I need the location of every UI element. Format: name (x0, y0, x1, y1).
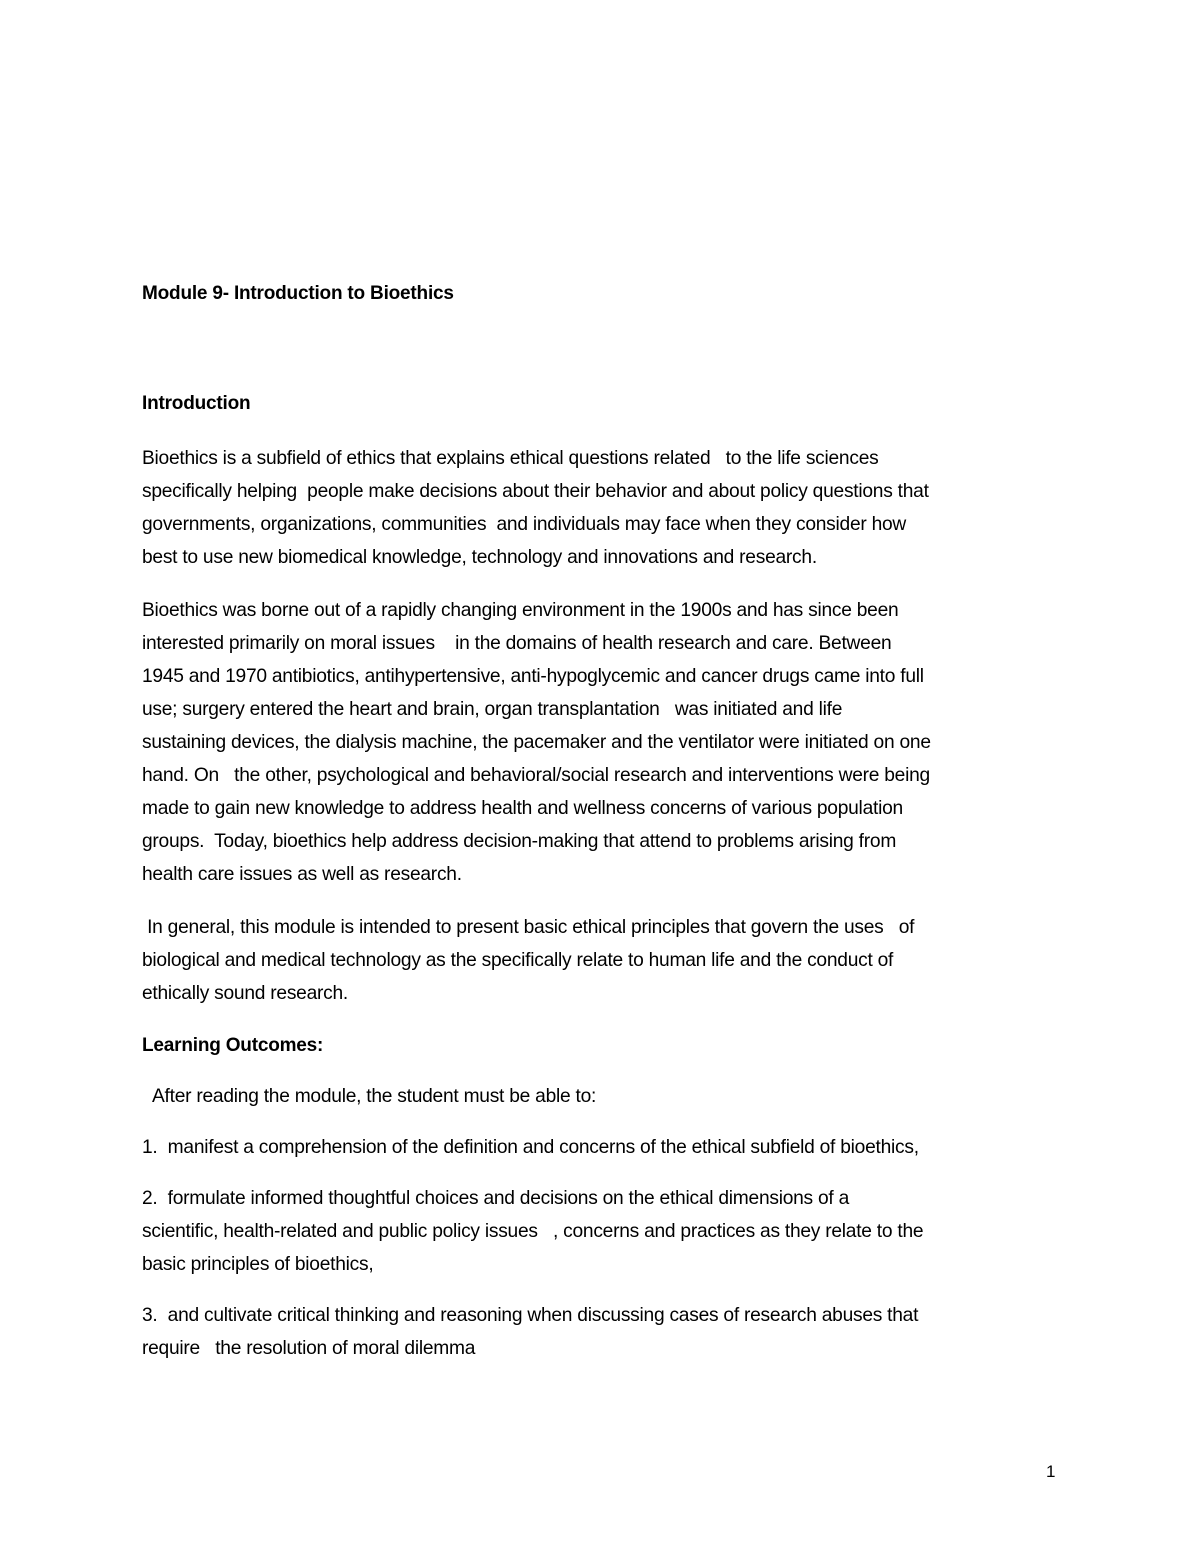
intro-paragraph-1: Bioethics is a subfield of ethics that explains ethical questions related to the life sciences specifically helping people make decisions about their behavior and about policy questions that governments, organizations, communities and individuals may face when they consider how best to use new biomedical knowledge, technology and innovations and research. (142, 448, 929, 568)
outcome-item-1: 1. manifest a comprehension of the definition and concerns of the ethical subfield of bioethics, (142, 1137, 919, 1158)
document-body (142, 280, 1062, 1365)
intro-paragraph-3: In general, this module is intended to present basic ethical principles that govern the uses of biological and medical technology as the specifically relate to human life and the conduct of ethically sound research. (142, 917, 915, 1004)
page-number: 1 (1046, 1462, 1056, 1481)
introduction-heading: Introduction (142, 393, 251, 414)
outcome-item-3: 3. and cultivate critical thinking and reasoning when discussing cases of research abuses that require the resolution of moral dilemma (142, 1305, 919, 1359)
learning-outcomes-lead: After reading the module, the student must be able to: (152, 1086, 597, 1107)
intro-paragraph-2: Bioethics was borne out of a rapidly changing environment in the 1900s and has since been interested primarily on moral issues in the domains of health research and care. Between 1945 and 1970 antibiotics, antihypertensive, anti-hypoglycemic and cancer drugs came into full use; surgery entered the heart and brain, organ transplantation was initiated and life sustaining devices, the dialysis machine, the pacemaker and the ventilator were initiated on one hand. On the other, psychological and behavioral/social research and interventions were being made to gain new knowledge to address health and wellness concerns of various population groups. Today, bioethics help address decision-making that attend to problems arising from health care issues as well as research. (142, 600, 931, 885)
learning-outcomes-heading: Learning Outcomes: (142, 1035, 324, 1056)
outcome-item-2: 2. formulate informed thoughtful choices and decisions on the ethical dimensions of a scientific, health-related and public policy issues , concerns and practices as they relate to the basic principles of bioethics, (142, 1188, 924, 1275)
page-title: Module 9- Introduction to Bioethics (142, 283, 454, 304)
